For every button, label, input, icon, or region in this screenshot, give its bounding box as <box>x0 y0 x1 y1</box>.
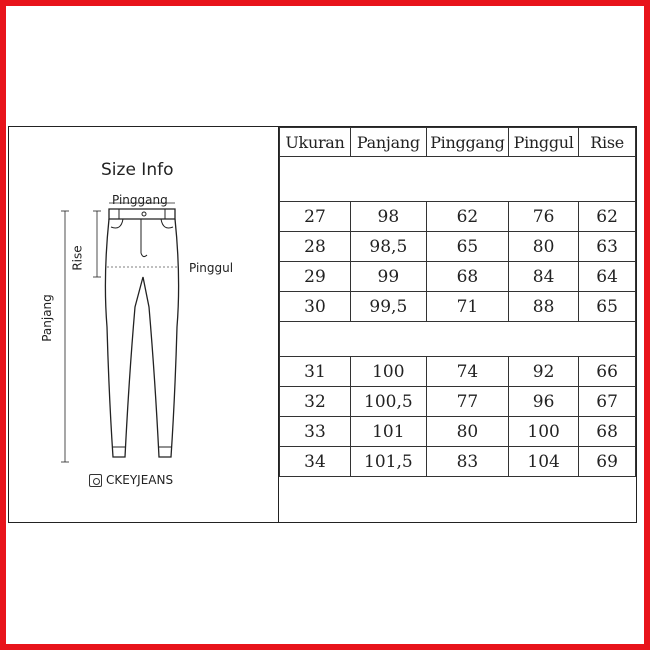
table-cell: 65 <box>426 232 508 262</box>
header-pinggul: Pinggul <box>509 128 579 157</box>
header-ukuran: Ukuran <box>280 128 351 157</box>
table-cell: 69 <box>579 447 636 477</box>
table-row <box>280 447 636 477</box>
table-cell: 74 <box>426 357 508 387</box>
table-cell: 71 <box>426 292 508 322</box>
table-cell: 83 <box>426 447 508 477</box>
size-info-title: Size Info <box>101 160 174 180</box>
table-cell: 32 <box>280 387 351 417</box>
label-pinggul: Pinggul <box>189 261 234 275</box>
table-cell: 65 <box>579 292 636 322</box>
table-cell: 98,5 <box>350 232 426 262</box>
brand <box>89 473 173 487</box>
table-cell: 34 <box>280 447 351 477</box>
table-row <box>280 262 636 292</box>
table-spacer-row <box>280 157 636 202</box>
table-cell: 28 <box>280 232 351 262</box>
table-cell: 101,5 <box>350 447 426 477</box>
header-panjang: Panjang <box>350 128 426 157</box>
table-row <box>280 417 636 447</box>
brand-name: CKEYJEANS <box>106 473 174 487</box>
header-rise: Rise <box>579 128 636 157</box>
table-row <box>280 387 636 417</box>
table-cell: 62 <box>579 202 636 232</box>
label-panjang: Panjang <box>39 294 54 342</box>
table-cell: 77 <box>426 387 508 417</box>
table-cell: 88 <box>509 292 579 322</box>
table-cell: 104 <box>509 447 579 477</box>
table-cell: 62 <box>426 202 508 232</box>
table-cell: 29 <box>280 262 351 292</box>
pants-illustration-panel <box>9 127 279 522</box>
table-spacer-row <box>280 322 636 357</box>
table-cell: 27 <box>280 202 351 232</box>
table-row <box>280 357 636 387</box>
table-row <box>280 292 636 322</box>
table-cell: 76 <box>509 202 579 232</box>
table-cell: 84 <box>509 262 579 292</box>
label-rise: Rise <box>70 245 85 271</box>
table-cell: 100,5 <box>350 387 426 417</box>
table-cell: 31 <box>280 357 351 387</box>
size-table-panel <box>279 127 636 522</box>
table-cell: 80 <box>509 232 579 262</box>
size-chart <box>8 126 637 523</box>
table-row <box>280 202 636 232</box>
table-cell: 98 <box>350 202 426 232</box>
table-cell: 99,5 <box>350 292 426 322</box>
table-header-row <box>280 128 636 157</box>
table-cell: 96 <box>509 387 579 417</box>
header-pinggang: Pinggang <box>426 128 508 157</box>
table-cell: 68 <box>426 262 508 292</box>
table-cell: 99 <box>350 262 426 292</box>
brand-logo-icon <box>89 474 102 487</box>
table-cell: 30 <box>280 292 351 322</box>
table-row <box>280 232 636 262</box>
table-cell: 101 <box>350 417 426 447</box>
label-pinggang: Pinggang <box>112 193 168 207</box>
size-table <box>279 127 636 477</box>
table-cell: 64 <box>579 262 636 292</box>
table-cell: 63 <box>579 232 636 262</box>
table-cell: 100 <box>509 417 579 447</box>
table-cell: 100 <box>350 357 426 387</box>
table-cell: 80 <box>426 417 508 447</box>
table-cell: 67 <box>579 387 636 417</box>
table-cell: 68 <box>579 417 636 447</box>
table-cell: 33 <box>280 417 351 447</box>
table-cell: 92 <box>509 357 579 387</box>
table-cell: 66 <box>579 357 636 387</box>
